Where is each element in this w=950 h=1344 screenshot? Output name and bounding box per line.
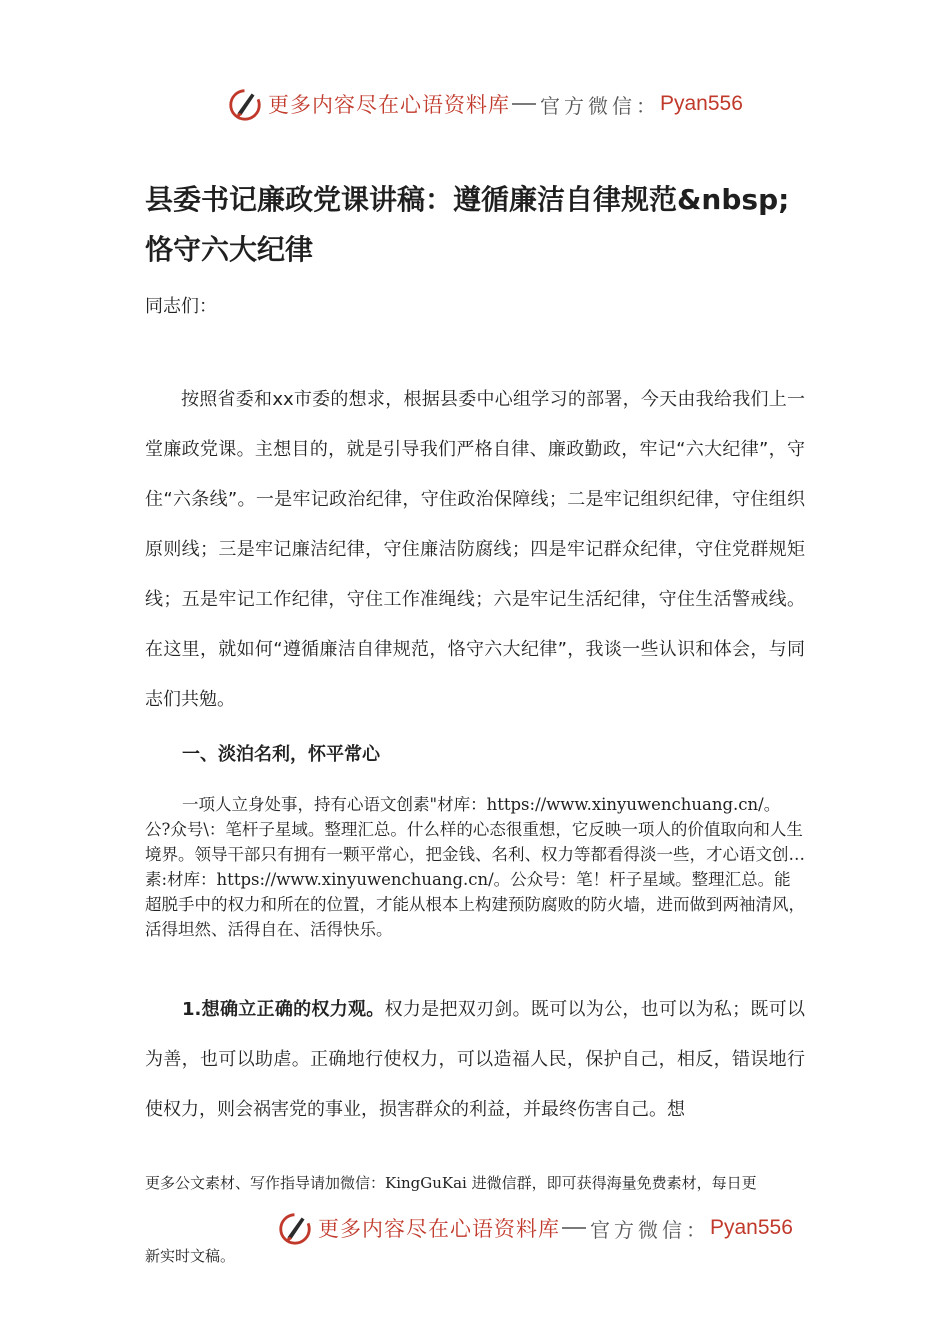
subsection-body: 权力是把双刃剑。既可以为公，也可以为私；既可以为善，也可以助虐。正确地行使权力，可以造福人民，保护自己，相反，错误地行使权力，则会祸害党的事业，损害群众的利益，并最终伤害自己。想 — [145, 999, 805, 1120]
document-title: 县委书记廉政党课讲稿：遵循廉洁自律规范&nbsp;恪守六大纪律 — [145, 183, 790, 266]
banner-wechat-label: 官方微信： — [540, 93, 660, 118]
footer-note-tail: 新实时文稿。 — [145, 1247, 236, 1265]
banner-brand-text: 更多内容尽在心语资料库 — [318, 1217, 560, 1241]
banner-brand-text: 更多内容尽在心语资料库 — [268, 93, 510, 117]
banner-dash — [562, 1227, 586, 1229]
banner-dash — [512, 103, 536, 105]
section-heading-1: 一、淡泊名利，怀平常心 — [182, 744, 380, 765]
subsection-paragraph-1 — [145, 985, 805, 1135]
brush-circle-logo-icon — [226, 85, 264, 123]
intro-paragraph: 按照省委和xx市委的想求，根据县委中心组学习的部署，今天由我给我们上一堂廉政党课。主想目的，就是引导我们严格自律、廉政勤政，牢记“六大纪律”，守住“六条线”。一是牢记政治纪律，守住政治保障线；二是牢记组织纪律，守住组织原则线；三是牢记廉洁纪律，守住廉洁防腐线；四是牢记群众纪律，守住党群规矩线；五是牢记工作纪律，守住工作准绳线；六是牢记生活纪律，守住生活警戒线。在这里，就如何“遵循廉洁自律规范，恪守六大纪律”，我谈一些认识和体会，与同志们共勉。 — [145, 389, 805, 710]
header-banner[interactable] — [226, 84, 743, 124]
brush-circle-logo-icon — [276, 1209, 314, 1247]
footer-note: 更多公文素材、写作指导请加微信：KingGuKai 进微信群，即可获得海量免费素材，每日更 — [145, 1174, 757, 1192]
greeting: 同志们： — [145, 296, 217, 317]
subsection-lead: 1.想确立正确的权力观。 — [182, 999, 385, 1020]
banner-wechat-id: Pyan556 — [710, 1216, 793, 1239]
banner-wechat-id: Pyan556 — [660, 92, 743, 115]
section-paragraph-1: 一项人立身处事，持有心语文创素"材库：https://www.xinyuwenchuang.cn/。公?众号\：笔杆子星域。整理汇总。什么样的心态很重想，它反映一项人的价值取向和人生境界。领导干部只有拥有一颗平常心，把金钱、名利、权力等都看得淡一些，才心语文创…素:材库：https://www.xinyuwenchuang.cn/。公众号：笔！杆子星域。整理汇总。能超脱手中的权力和所在的位置，才能从根本上构建预防腐败的防火墙，进而做到两袖清风，活得坦然、活得自在、活得快乐。 — [145, 795, 805, 939]
footer-banner[interactable] — [276, 1208, 793, 1248]
banner-wechat-label: 官方微信： — [590, 1217, 710, 1242]
